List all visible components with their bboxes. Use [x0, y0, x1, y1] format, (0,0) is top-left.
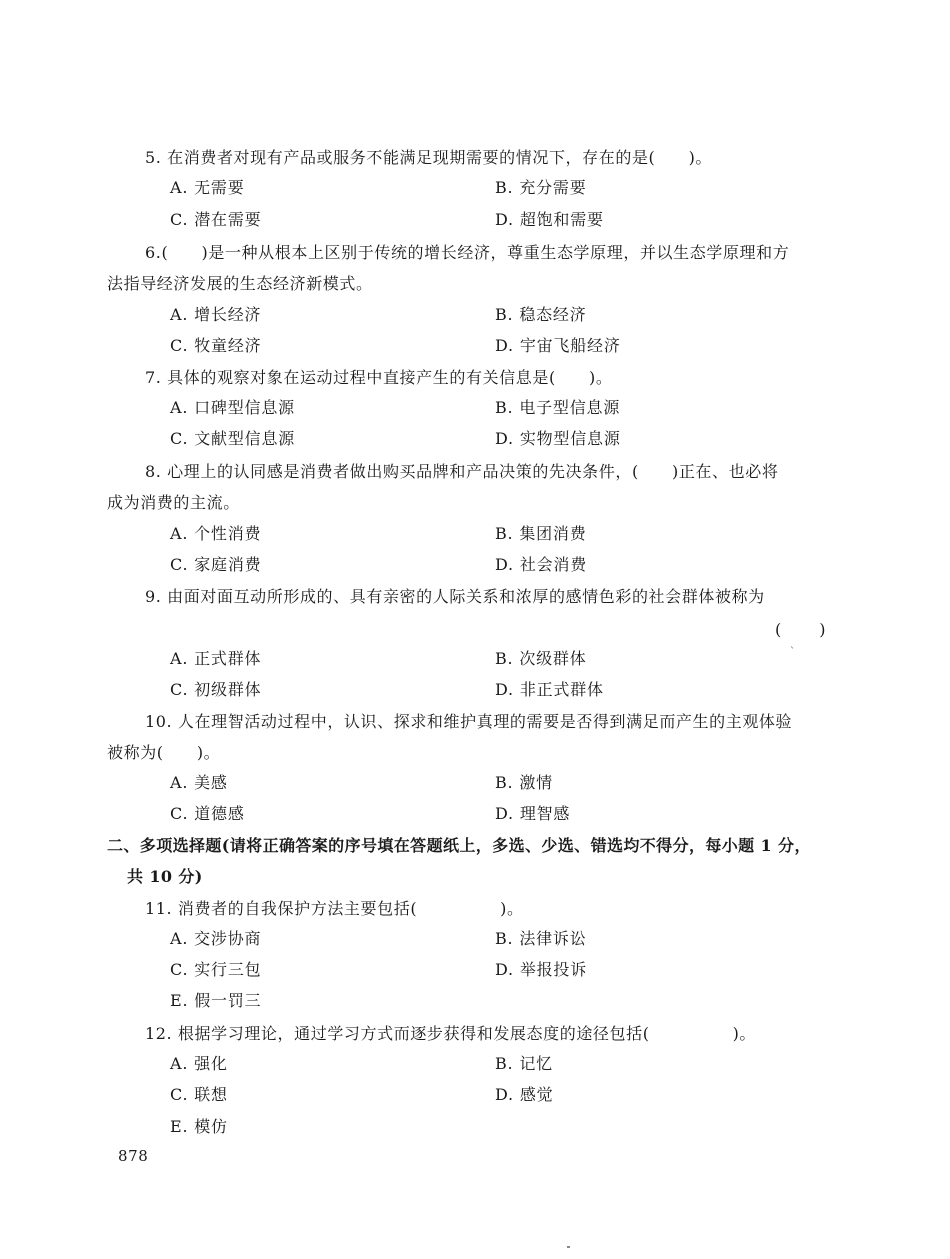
option-b: B. 充分需要 [495, 178, 587, 197]
question-stem: 6.( )是一种从根本上区别于传统的增长经济，尊重生态学原理，并以生态学原理和方 [145, 243, 790, 262]
stray-mark: ` [790, 647, 795, 658]
option-b: B. 电子型信息源 [495, 398, 621, 417]
question-7 [107, 362, 835, 393]
option-e: E. 假一罚三 [170, 991, 262, 1010]
page-number: 878 [118, 1147, 149, 1165]
question-8 [107, 456, 835, 518]
question-stem: 8. 心理上的认同感是消费者做出购买品牌和产品决策的先决条件，( )正在、也必将 [145, 462, 779, 481]
option-b: B. 记忆 [495, 1054, 553, 1073]
option-d: D. 感觉 [495, 1085, 554, 1104]
answer-blank: ( ) [775, 620, 828, 639]
option-a: A. 交涉协商 [170, 929, 262, 948]
option-d: D. 宇宙飞船经济 [495, 336, 621, 355]
question-12 [107, 1018, 835, 1049]
option-b: B. 次级群体 [495, 649, 587, 668]
option-d: D. 超饱和需要 [495, 210, 604, 229]
question-stem-cont: 被称为( )。 [107, 743, 221, 762]
question-stem: 11. 消费者的自我保护方法主要包括( )。 [145, 899, 524, 918]
option-c: C. 潜在需要 [170, 210, 262, 229]
option-b: B. 法律诉讼 [495, 929, 587, 948]
option-c: C. 实行三包 [170, 960, 262, 979]
question-10 [107, 706, 835, 768]
question-5 [107, 142, 835, 173]
option-b: B. 稳态经济 [495, 305, 587, 324]
scan-speck [567, 1246, 570, 1248]
option-a: A. 口碑型信息源 [170, 398, 295, 417]
option-c: C. 初级群体 [170, 680, 262, 699]
option-d: D. 举报投诉 [495, 960, 588, 979]
option-d: D. 非正式群体 [495, 680, 604, 699]
option-a: A. 无需要 [170, 178, 245, 197]
section-heading-cont: 共 10 分) [127, 867, 203, 886]
question-stem: 10. 人在理智活动过程中，认识、探求和维护真理的需要是否得到满足而产生的主观体验 [145, 712, 793, 731]
option-a: A. 正式群体 [170, 649, 262, 668]
question-stem-cont: 法指导经济发展的生态经济新模式。 [107, 274, 373, 293]
option-c: C. 道德感 [170, 804, 245, 823]
option-a: A. 个性消费 [170, 524, 262, 543]
option-c: C. 联想 [170, 1085, 228, 1104]
option-c: C. 文献型信息源 [170, 429, 296, 448]
option-a: A. 增长经济 [170, 305, 262, 324]
question-stem: 12. 根据学习理论，通过学习方式而逐步获得和发展态度的途径包括( )。 [145, 1024, 757, 1043]
question-9 [107, 581, 835, 612]
question-stem: 9. 由面对面互动所形成的、具有亲密的人际关系和浓厚的感情色彩的社会群体被称为 [145, 587, 765, 606]
section-heading-line: 二、多项选择题(请将正确答案的序号填在答题纸上，多选、少选、错选均不得分，每小题 1 分， [107, 836, 811, 855]
option-d: D. 理智感 [495, 804, 571, 823]
option-c: C. 家庭消费 [170, 555, 262, 574]
option-a: A. 强化 [170, 1054, 228, 1073]
option-a: A. 美感 [170, 773, 228, 792]
question-11 [107, 893, 835, 924]
option-e: E. 模仿 [170, 1117, 228, 1136]
option-b: B. 集团消费 [495, 524, 587, 543]
option-c: C. 牧童经济 [170, 336, 262, 355]
question-6 [107, 237, 835, 299]
question-stem: 7. 具体的观察对象在运动过程中直接产生的有关信息是( )。 [145, 368, 613, 387]
option-d: D. 社会消费 [495, 555, 588, 574]
option-b: B. 激情 [495, 773, 553, 792]
question-stem: 5. 在消费者对现有产品或服务不能满足现期需要的情况下，存在的是( )。 [145, 148, 713, 167]
question-stem-cont: 成为消费的主流。 [107, 493, 240, 512]
section-heading [107, 830, 837, 892]
option-d: D. 实物型信息源 [495, 429, 621, 448]
